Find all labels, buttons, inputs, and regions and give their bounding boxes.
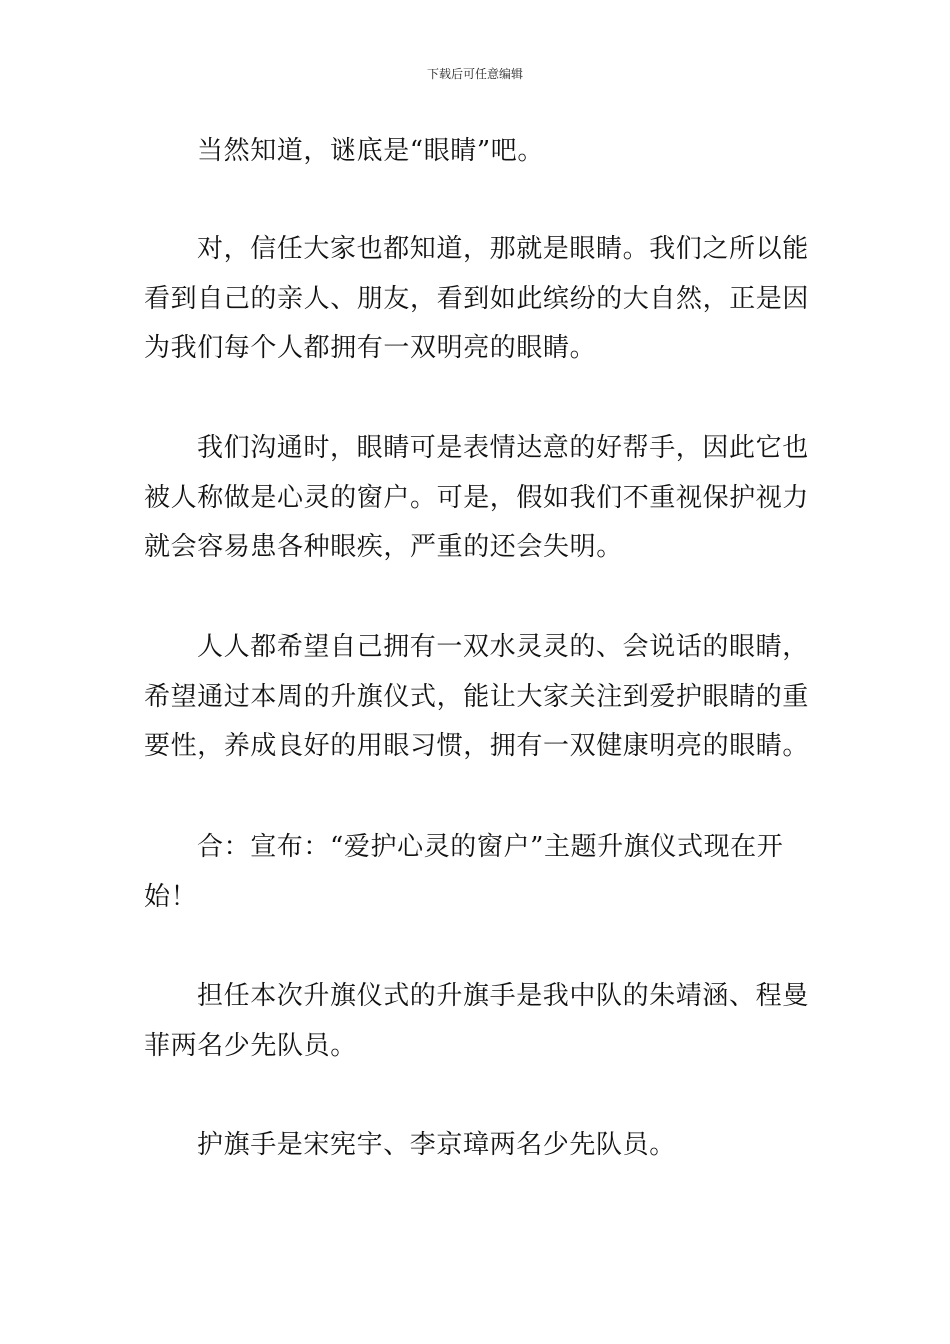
paragraph-eyes-intro: 对，信任大家也都知道，那就是眼睛。我们之所以能看到自己的亲人、朋友，看到如此缤纷的大自然，正是因为我们每个人都拥有一双明亮的眼睛。 [144,234,810,363]
paragraph-eyes-care: 人人都希望自己拥有一双水灵灵的、会说话的眼睛，希望通过本周的升旗仪式，能让大家关注到爱护眼睛的重要性，养成良好的用眼习惯，拥有一双健康明亮的眼睛。 [144,632,810,761]
paragraph-eyes-window: 我们沟通时，眼睛可是表情达意的好帮手，因此它也被人称做是心灵的窗户。可是，假如我们不重视保护视力就会容易患各种眼疾，严重的还会失明。 [144,433,810,562]
paragraph-flag-guards: 护旗手是宋宪宇、李京璋两名少先队员。 [197,1130,676,1160]
paragraph-riddle-answer: 当然知道，谜底是“眼睛”吧。 [197,136,544,166]
page-header-note: 下载后可任意编辑 [426,67,523,81]
paragraph-flag-raisers: 担任本次升旗仪式的升旗手是我中队的朱靖涵、程曼菲两名少先队员。 [144,981,809,1061]
paragraph-ceremony-start: 合：宣布：“爱护心灵的窗户”主题升旗仪式现在开始！ [144,832,784,912]
